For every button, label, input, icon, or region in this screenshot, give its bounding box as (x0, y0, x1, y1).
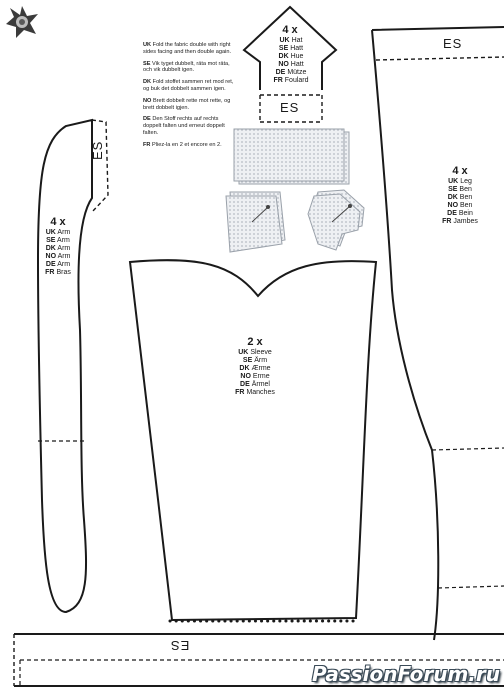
hat-count: 4 x (282, 24, 298, 36)
arm-count: 4 x (50, 216, 66, 228)
leg-pattern-outline (372, 27, 504, 640)
arm-es-label: ES (90, 140, 105, 160)
leg-es-label: ES (443, 36, 463, 51)
sleeve-count: 2 x (247, 336, 263, 348)
folding-instructions: UK Fold the fabric double with right sides facing and then double again. SE Vik tyget dubbelt, räta mot räta, och vik dubbelt igen. DK Fold stoffet sammen ret mod ret, og buk det dobbelt sammen igen. NO Brett dobbelt rette mot rette, og brett dobbelt igjen. DE Den Stoff rechts auf rechts doppelt falten und erneut doppelt falten. FR Pliez-la en 2 et encore en 2. (143, 42, 234, 148)
leg-mark-1 (432, 448, 504, 450)
fabric-folding-illustration (226, 129, 364, 252)
leg-seam-line (376, 57, 504, 60)
arm-translations: UK Arm SE Arm DK Arm NO Arm DE Arm FR Bras (45, 229, 71, 276)
site-watermark: PassionForum.ru (311, 662, 500, 686)
flower-logo-icon (6, 6, 38, 38)
leg-translations: UK Leg SE Ben DK Ben NO Ben DE Bein FR Jambes (442, 178, 478, 225)
sleeve-pattern-outline (130, 260, 376, 620)
arm-seam-allowance (92, 120, 108, 212)
hat-es-label: ES (280, 100, 300, 115)
leg-mark-2 (438, 586, 504, 588)
arm-pattern-outline (38, 120, 92, 612)
band-es-label: ES (170, 638, 190, 653)
hat-translations: UK Hat SE Hatt DK Hue NO Hatt DE Mütze FR Foulard (273, 37, 309, 84)
leg-count: 4 x (452, 165, 468, 177)
sleeve-translations: UK Sleeve SE Ärm DK Ærme NO Erme DE Ärmel FR Manches (235, 349, 275, 396)
